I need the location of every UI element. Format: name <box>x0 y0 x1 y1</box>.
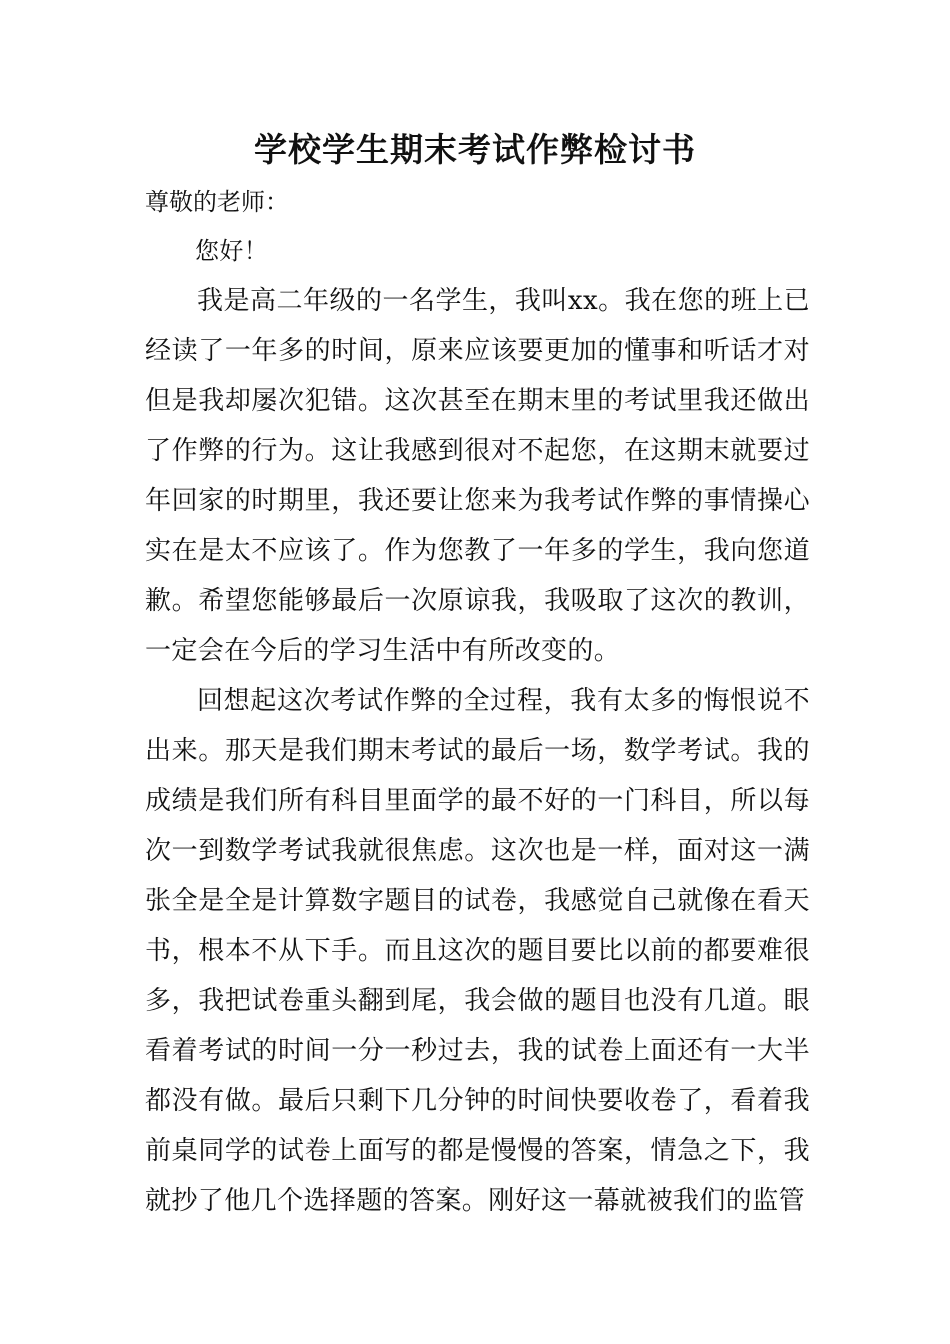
greeting: 您好！ <box>195 237 269 265</box>
salutation: 尊敬的老师： <box>145 188 289 216</box>
paragraph-2: 回想起这次考试作弊的全过程，我有太多的悔恨说不出来。那天是我们期末考试的最后一场，数学考试。我的成绩是我们所有科目里面学的最不好的一门科目，所以每次一到数学考试我就很焦虑。这次也是一样，面对这一满张全是全是计算数字题目的试卷，我感觉自己就像在看天书，根本不从下手。而且这次的题目要比以前的都要难很多，我把试卷重头翻到尾，我会做的题目也没有几道。眼看着考试的时间一分一秒过去，我的试卷上面还有一大半都没有做。最后只剩下几分钟的时间快要收卷了，看着我前桌同学的试卷上面写的都是慢慢的答案，情急之下，我就抄了他几个选择题的答案。刚好这一幕就被我们的监管 <box>145 686 810 1216</box>
document-body <box>145 226 810 1226</box>
paragraph-1: 我是高二年级的一名学生，我叫xx。我在您的班上已经读了一年多的时间，原来应该要更加的懂事和听话才对但是我却屡次犯错。这次甚至在期末里的考试里我还做出了作弊的行为。这让我感到很对不起您，在这期末就要过年回家的时期里，我还要让您来为我考试作弊的事情操心实在是太不应该了。作为您教了一年多的学生，我向您道歉。希望您能够最后一次原谅我，我吸取了这次的教训，一定会在今后的学习生活中有所改变的。 <box>145 286 810 666</box>
document-title: 学校学生期末考试作弊检讨书 <box>254 130 696 169</box>
